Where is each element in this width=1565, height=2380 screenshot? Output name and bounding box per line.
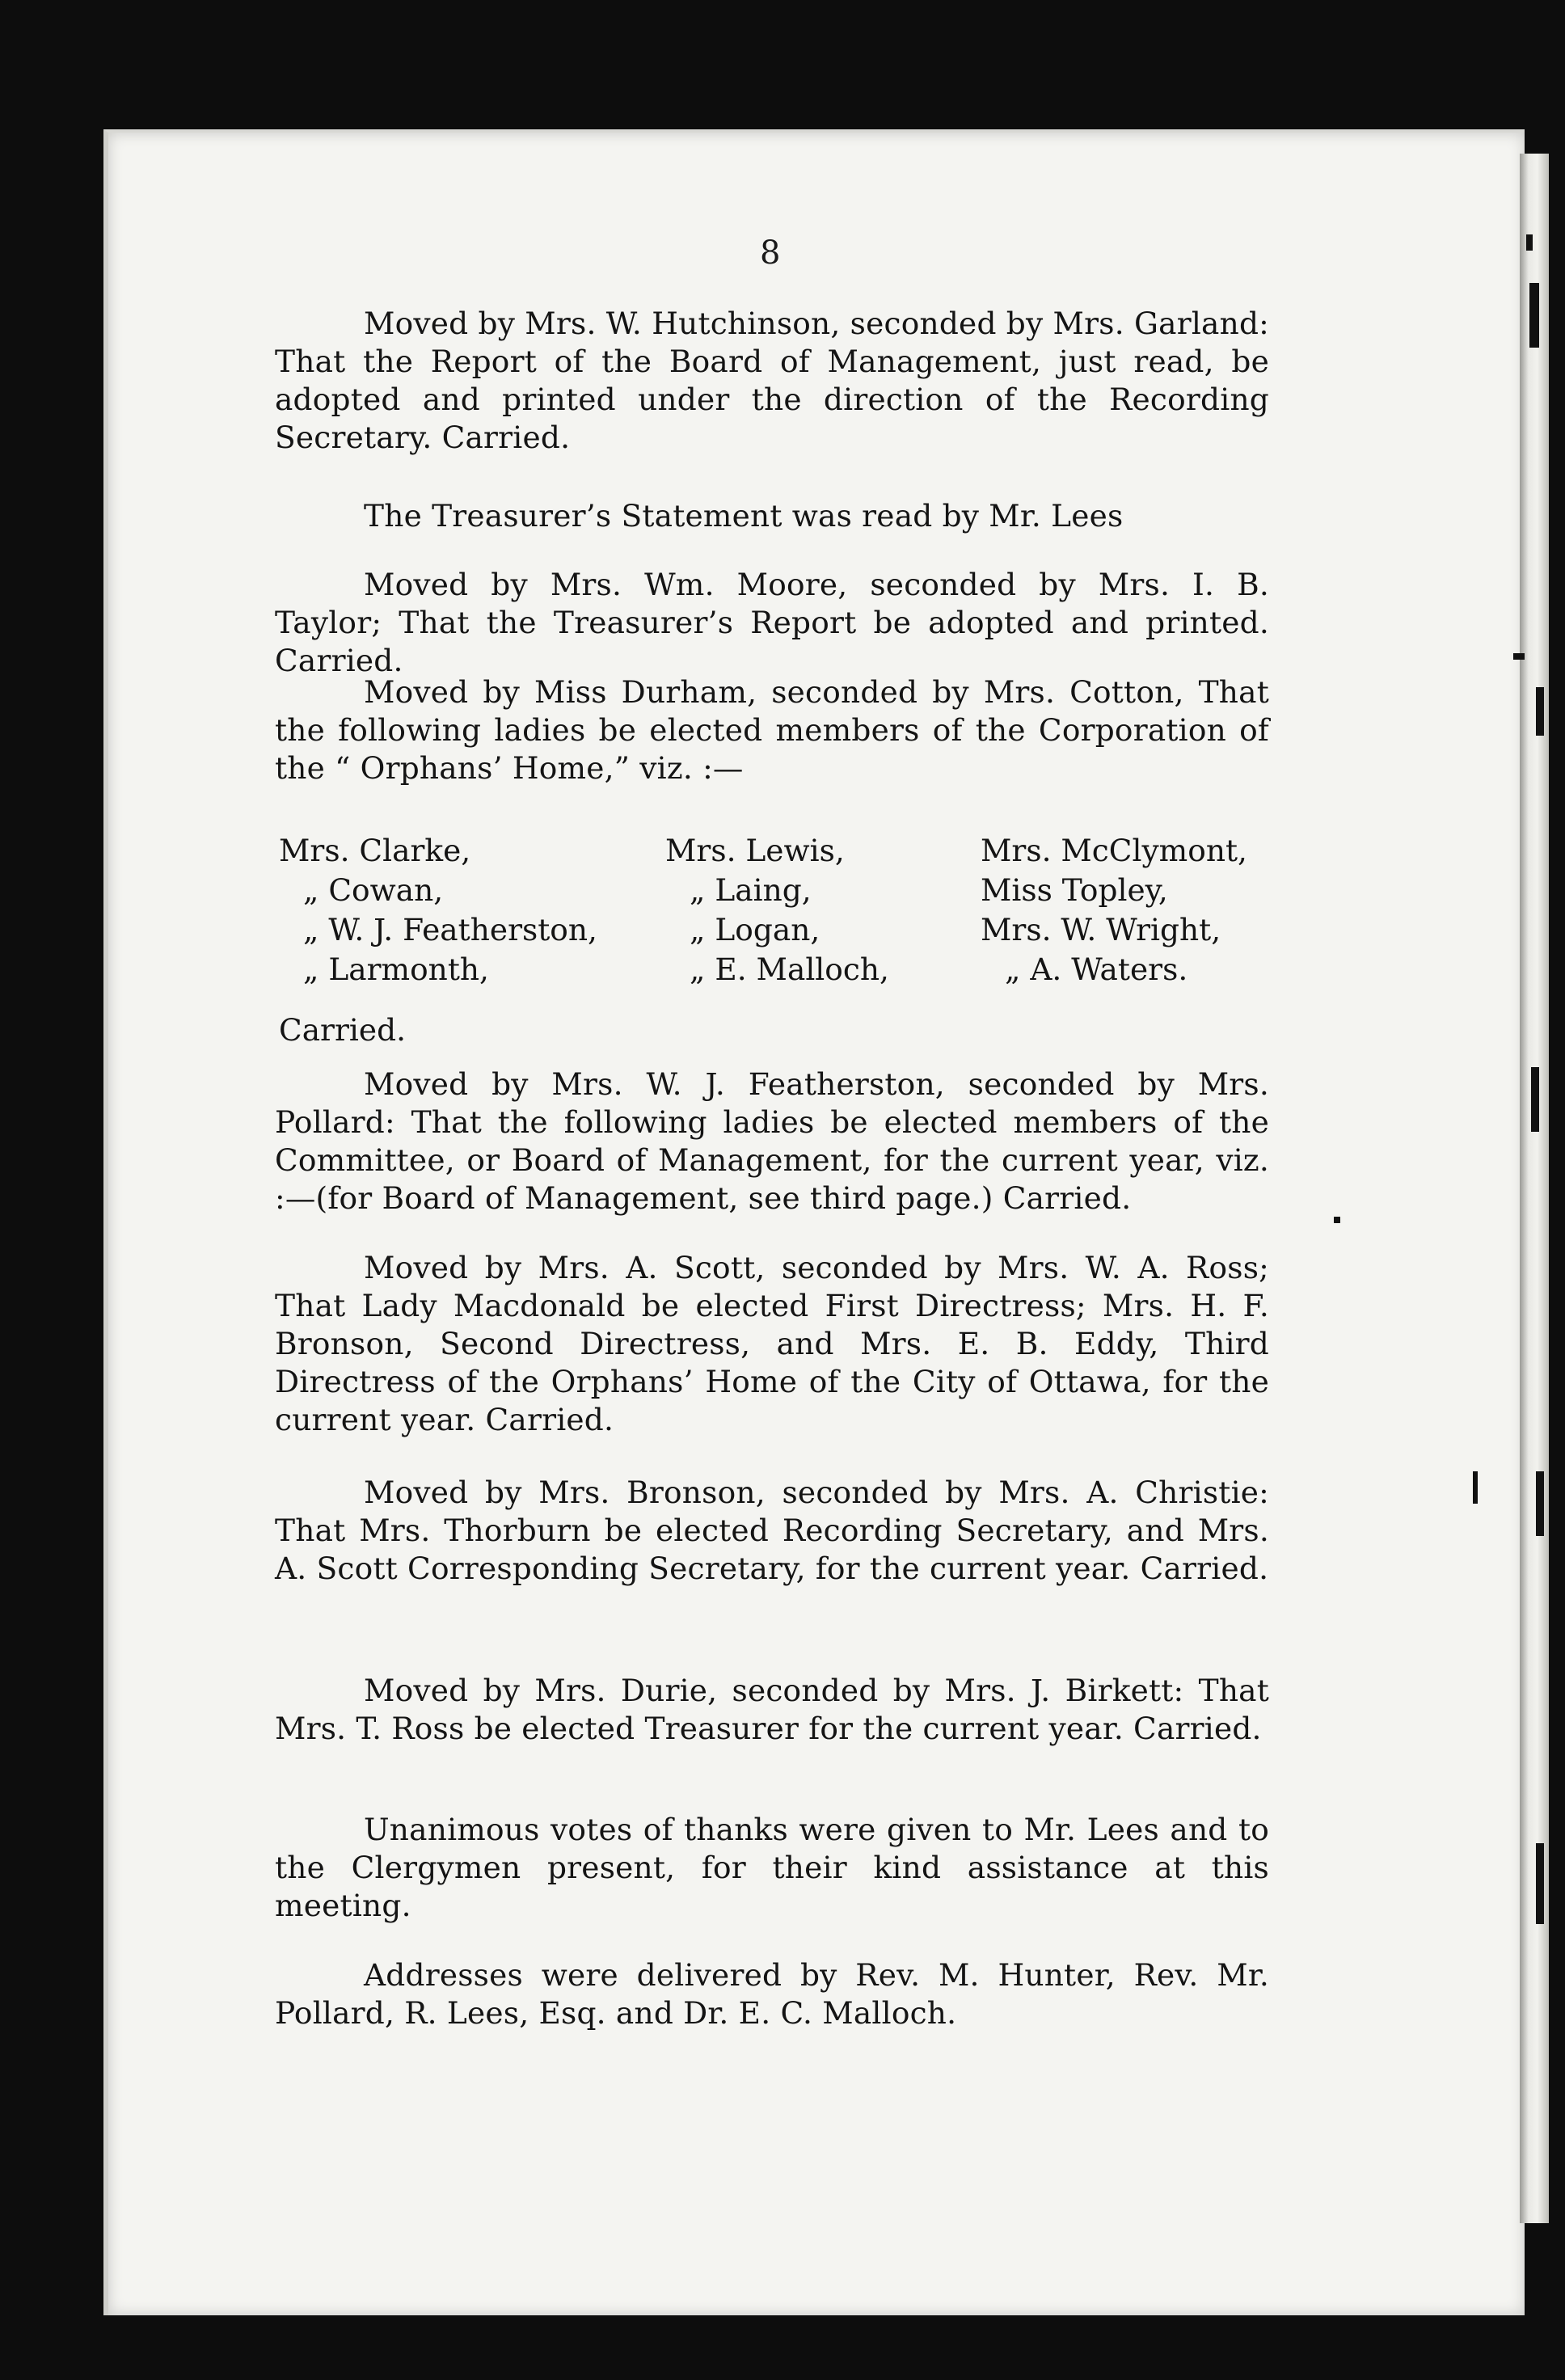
paragraph-corporation-members — [275, 673, 1269, 787]
list-item: „ W. J. Featherston, — [303, 912, 597, 947]
paragraph-thanks — [275, 1811, 1269, 1925]
list-item: „ E. Malloch, — [690, 952, 889, 987]
paragraph-addresses — [275, 1956, 1269, 2032]
paragraph-text: Unanimous votes of thanks were given to Mr. Lees and to the Clergymen present, for their kind assistance at this meeting. — [275, 1812, 1269, 1923]
list-item: „ Larmonth, — [303, 952, 489, 987]
page-edge — [1520, 154, 1549, 2223]
paragraph-text: The Treasurer’s Statement was read by Mr. Lees — [364, 498, 1124, 534]
list-item: „ Cowan, — [303, 872, 444, 908]
paragraph-text: Moved by Mrs. W. J. Featherston, seconded by Mrs. Pollard: That the following ladies be elected members of the Committee, or Board of Management, for the current year, viz. :—(for Board of Management, see third page.) Carried. — [275, 1066, 1269, 1216]
members-column-3 — [981, 831, 1247, 990]
page-number: 8 — [760, 234, 781, 272]
list-item: Mrs. Lewis, — [665, 833, 845, 868]
list-item: „ Laing, — [690, 872, 812, 908]
scan-mark — [1473, 1471, 1478, 1504]
paragraph-board-members — [275, 1066, 1269, 1217]
paragraph-secretaries — [275, 1474, 1269, 1588]
paragraph-text: Moved by Mrs. W. Hutchinson, seconded by Mrs. Garland: That the Report of the Board of Management, just read, be adopted and printed under the direction of the Recording Secretary. Carried. — [275, 306, 1269, 455]
scan-mark — [1526, 234, 1533, 251]
scan-mark — [1536, 687, 1544, 736]
members-carried: Carried. — [279, 1012, 407, 1048]
paragraph-adopt-report — [275, 305, 1269, 457]
paragraph-treasurer-statement — [275, 497, 1269, 535]
list-item: Mrs. McClymont, — [981, 833, 1247, 868]
list-item: Mrs. Clarke, — [279, 833, 471, 868]
paragraph-directresses — [275, 1249, 1269, 1439]
paragraph-text: Moved by Mrs. Wm. Moore, seconded by Mrs. I. B. Taylor; That the Treasurer’s Report be adopted and printed. Carried. — [275, 567, 1269, 678]
scan-mark — [1536, 1471, 1544, 1536]
scan-mark — [1334, 1217, 1340, 1223]
paragraph-text: Addresses were delivered by Rev. M. Hunter, Rev. Mr. Pollard, R. Lees, Esq. and Dr. E. C. Malloch. — [275, 1957, 1269, 2031]
list-item: Miss Topley, — [981, 872, 1168, 908]
list-item: „ Logan, — [690, 912, 820, 947]
scan-mark — [1536, 1843, 1544, 1924]
scan-mark — [1513, 653, 1525, 660]
members-column-1 — [279, 831, 597, 990]
scan-mark — [1529, 283, 1539, 348]
paragraph-text: Moved by Mrs. Bronson, seconded by Mrs. A. Christie: That Mrs. Thorburn be elected Recording Secretary, and Mrs. A. Scott Corresponding Secretary, for the current year. Carried. — [275, 1475, 1269, 1586]
paragraph-text: Moved by Mrs. Durie, seconded by Mrs. J. Birkett: That Mrs. T. Ross be elected Treasurer for the current year. Carried. — [275, 1673, 1269, 1746]
paragraph-text: Moved by Miss Durham, seconded by Mrs. Cotton, That the following ladies be elected members of the Corporation of the “ Orphans’ Home,” viz. :— — [275, 674, 1269, 786]
list-item: Mrs. W. Wright, — [981, 912, 1221, 947]
paragraph-treasurer — [275, 1672, 1269, 1748]
list-item: „ A. Waters. — [1005, 952, 1188, 987]
paragraph-treasurer-report — [275, 566, 1269, 680]
paragraph-text: Moved by Mrs. A. Scott, seconded by Mrs. W. A. Ross; That Lady Macdonald be elected First Directress; Mrs. H. F. Bronson, Second Directress, and Mrs. E. B. Eddy, Third Directress of the Orphans’ Home of the City of Ottawa, for the current year. Carried. — [275, 1250, 1269, 1437]
scan-mark — [1531, 1067, 1539, 1132]
members-column-2 — [665, 831, 889, 990]
